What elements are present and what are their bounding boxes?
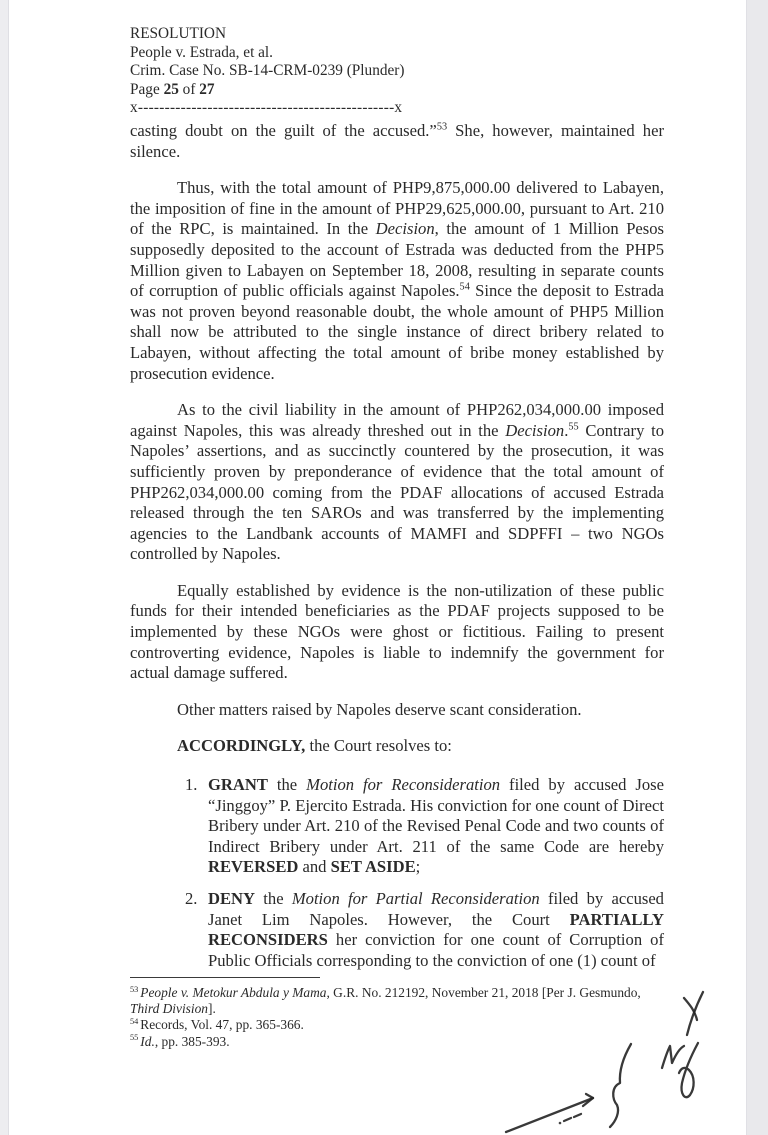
handwritten-curly-stroke xyxy=(610,1044,631,1127)
footnote: $^{54}$ Records, Vol. 47, pp. 365-366. xyxy=(130,1016,304,1033)
handwritten-ink-marks xyxy=(490,980,768,1135)
paragraphs xyxy=(130,121,664,757)
document-body xyxy=(130,121,664,982)
document-header xyxy=(130,25,405,118)
paragraph: As to the civil liability in the amount of PHP262,034,000.00 imposed against Napoles, this was already threshed out in the Decision.$^{55}$ Contrary to Napoles’ assertions, and as succinctly countered by the prosecution, it was sufficiently proven by preponderance of evidence that the total amount of PHP262,034,000.00 coming from the PDAF allocations of accused Estrada released through the ten SAROs and was transferred by the implementing agencies to the Landbank accounts of MAMFI and SDPFFI – two NGOs controlled by Napoles. xyxy=(130,400,664,564)
footnote-marker: 54 xyxy=(130,1016,139,1026)
resolution-title: RESOLUTION xyxy=(130,25,227,42)
scan-edge-right xyxy=(746,0,768,1135)
resolve-item-text: GRANT the Motion for Reconsideration filed by accused Jose “Jinggoy” P. Ejercito Estrada. His conviction for one count of Direct Bribery under Art. 210 of the Revised Penal Code and two counts of Indirect Bribery under Art. 211 of the same Code are hereby REVERSED and SET ASIDE; xyxy=(208,775,664,877)
resolve-item xyxy=(130,889,664,971)
page-number: Page 25 of 27 xyxy=(130,80,215,98)
footnote-marker: 55 xyxy=(130,1033,139,1043)
resolve-item-number: 2. xyxy=(185,889,198,908)
resolve-item-text: DENY the Motion for Partial Reconsideration filed by accused Janet Lim Napoles. However, the Court PARTIALLY RECONSIDERS her conviction for one count of Corruption of Public Officials corresponding to the conviction of one (1) count of xyxy=(208,889,664,970)
resolve-item xyxy=(130,775,664,878)
handwritten-initials xyxy=(662,1043,698,1097)
paragraph: Equally established by evidence is the non-utilization of these public funds for their intended beneficiaries as the PDAF projects supposed to be implemented by these NGOs were ghost or fictitious. Failing to present controverting evidence, Napoles is liable to indemnify the government for actual damage suffered. xyxy=(130,580,664,683)
header-separator-line: x------------------------------------------------x xyxy=(130,99,403,117)
scan-edge-left xyxy=(0,0,9,1135)
footnote: $^{53}$ People v. Metokur Abdula y Mama, G.R. No. 212192, November 21, 2018 [Per J. Gesmundo, Third Division]. xyxy=(130,984,641,1017)
case-name: People v. Estrada, et al. xyxy=(130,43,274,61)
paragraph: Other matters raised by Napoles deserve scant consideration. xyxy=(177,699,582,719)
case-number: Crim. Case No. SB-14-CRM-0239 (Plunder) xyxy=(130,62,405,80)
paragraph: casting doubt on the guilt of the accused.”$^{53}$ She, however, maintained her silence. xyxy=(130,121,664,161)
footnote: $^{55}$ Id., pp. 385-393. xyxy=(130,1033,230,1049)
resolve-list xyxy=(130,775,664,971)
handwritten-arrow-mark xyxy=(506,1094,593,1132)
paragraph: ACCORDINGLY, the Court resolves to: xyxy=(177,736,452,756)
footnote-marker: 53 xyxy=(130,984,139,994)
paragraph: Thus, with the total amount of PHP9,875,000.00 delivered to Labayen, the imposition of fine in the amount of PHP29,625,000.00, pursuant to Art. 210 of the RPC, is maintained. In the Decision, the amount of 1 Million Pesos supposedly deposited to the account of Estrada was deducted from the PHP5 Million given to Labayen on September 18, 2008, resulting in separate counts of corruption of public officials against Napoles.$^{54}$ Since the deposit to Estrada was not proven beyond reasonable doubt, the whole amount of PHP5 Million shall now be attributed to the single instance of direct bribery related to Labayen, without affecting the total amount of bribe money established by prosecution evidence. xyxy=(130,178,664,383)
handwritten-check-mark xyxy=(684,992,703,1035)
footnote-separator-rule xyxy=(130,977,320,978)
resolve-item-number: 1. xyxy=(185,775,198,795)
